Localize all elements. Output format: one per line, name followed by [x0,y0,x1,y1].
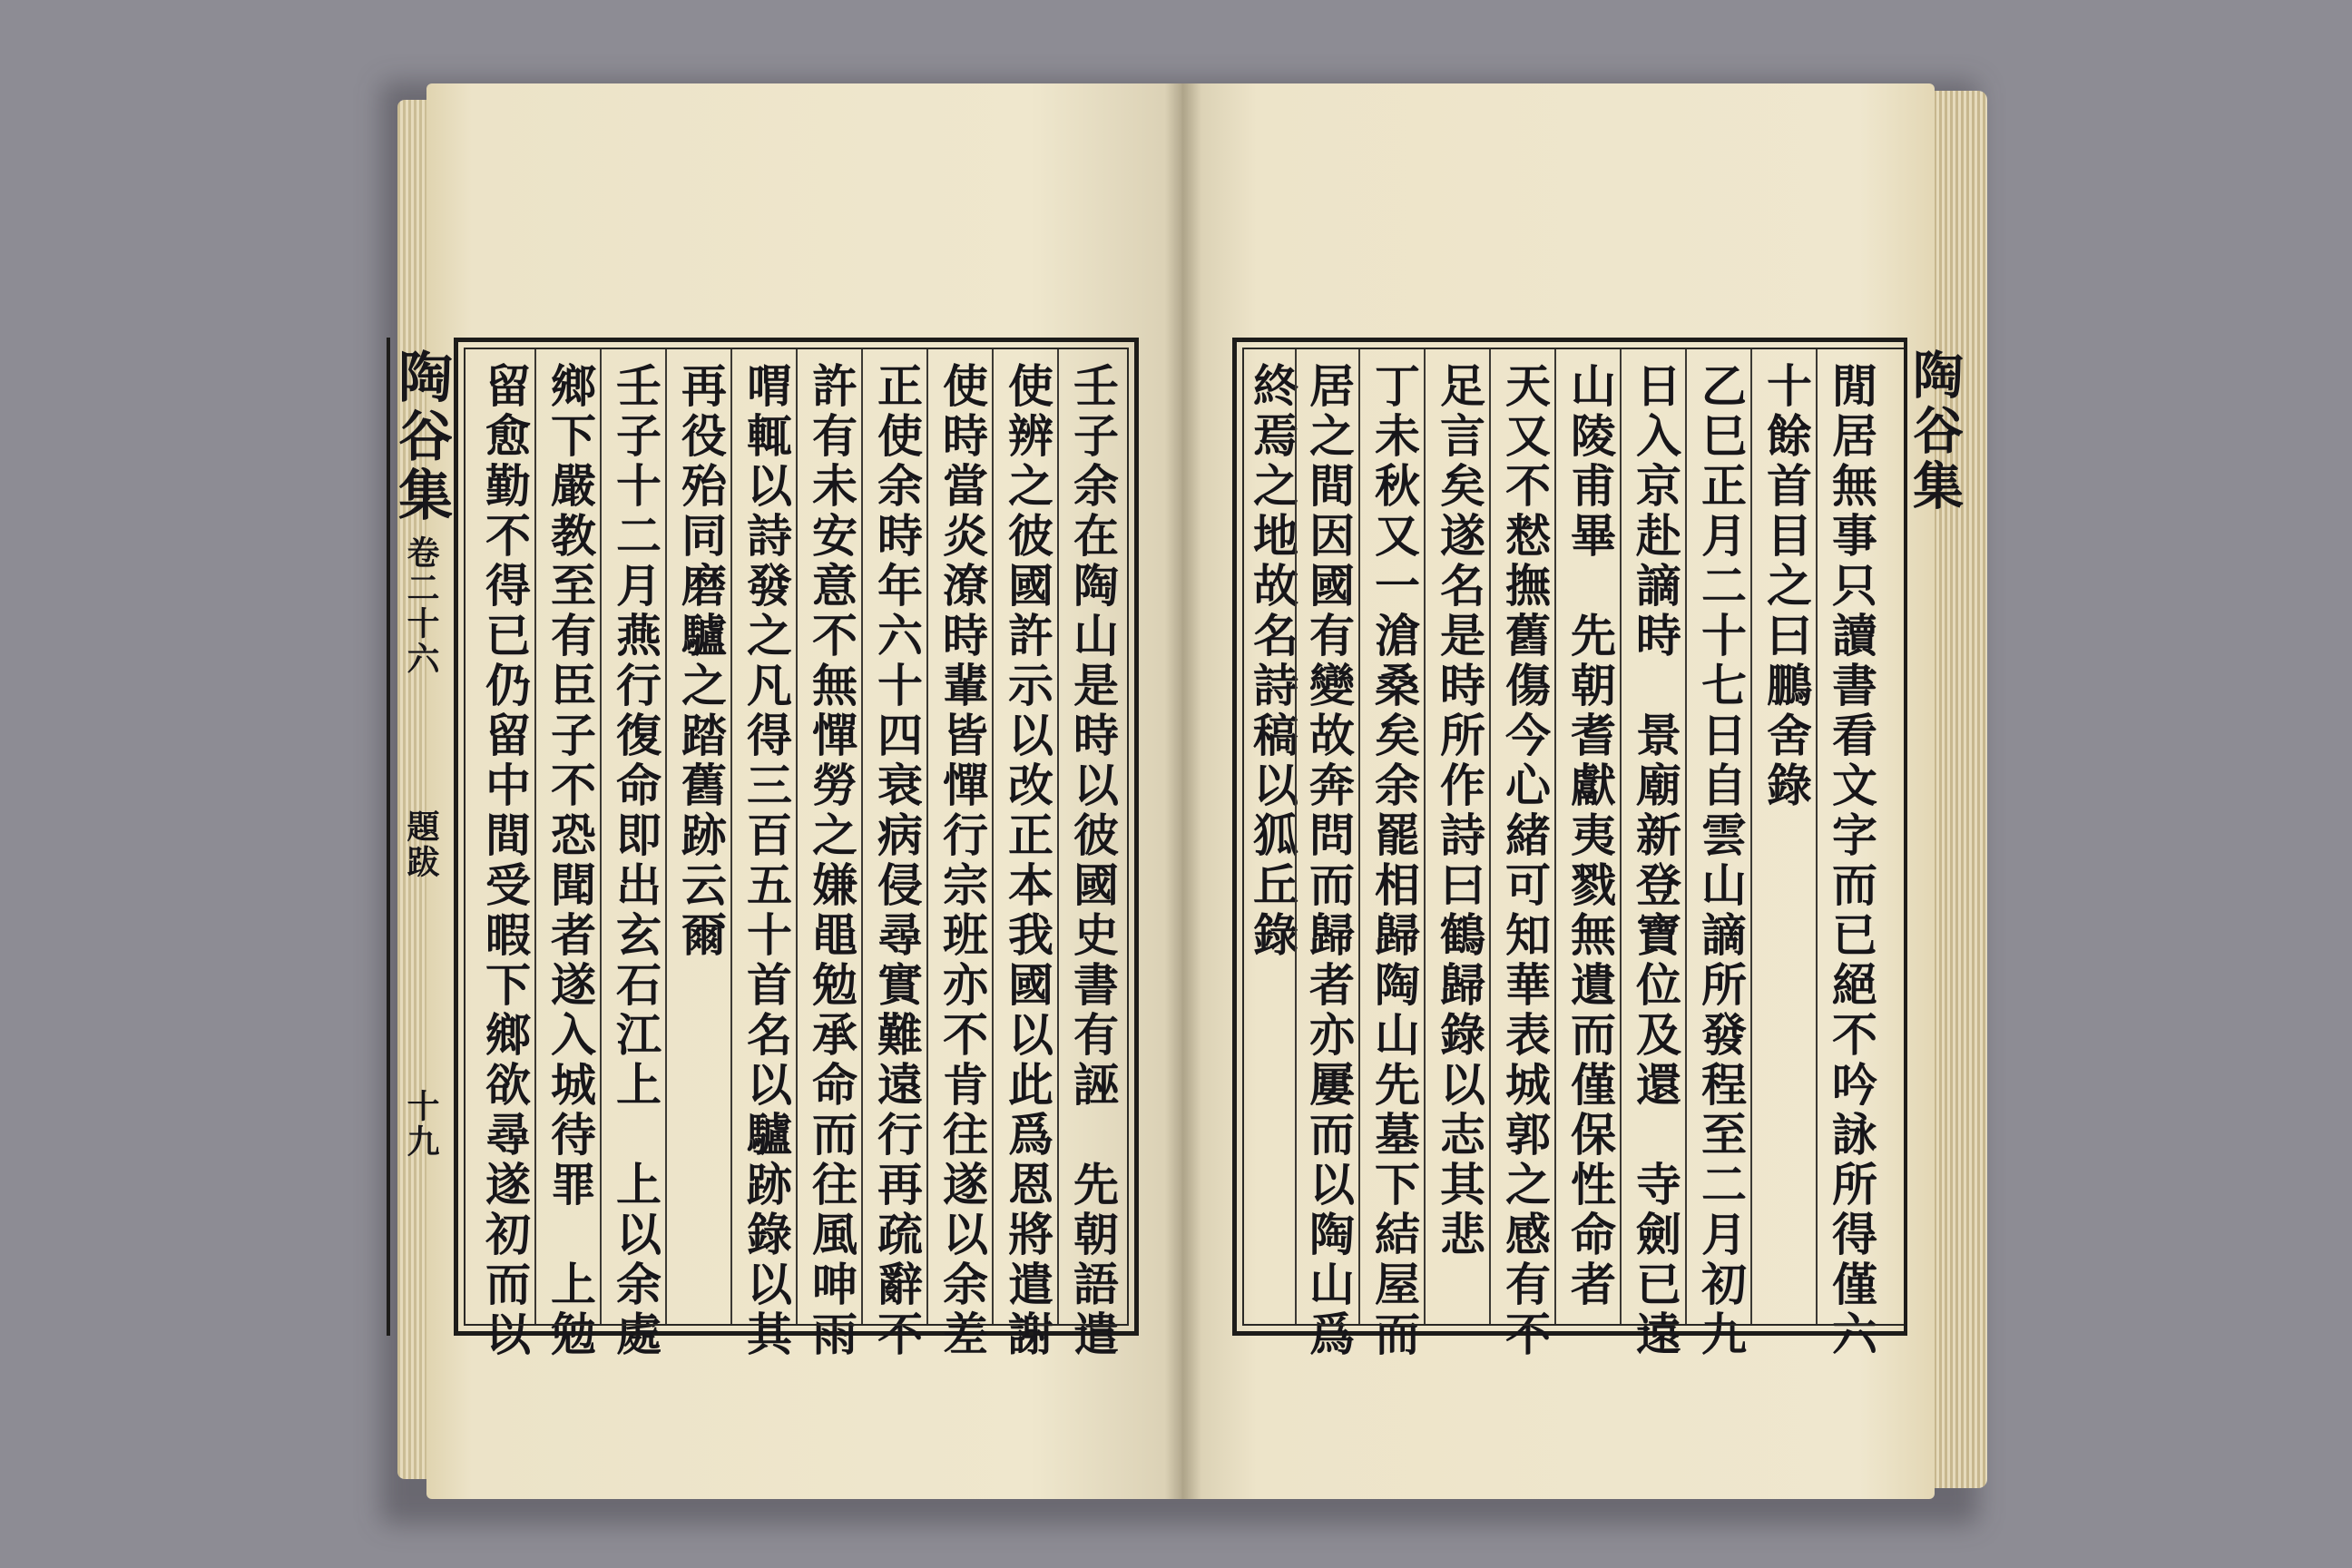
column-rule [1750,349,1752,1326]
column-rule [861,349,863,1326]
right-page-fold-margin [1904,338,1965,1336]
column-rule [1358,349,1360,1326]
column-rule [1295,349,1297,1326]
text-column: 乙巳正月二十七日自雲山謫所發程至二月初九 [1694,362,1748,1360]
text-column: 終焉之地故名詩稿以狐丘錄 [1246,362,1299,961]
book-gutter [1165,83,1201,1499]
left-text-frame [454,338,1139,1360]
text-column: 留愈勤不得已仍留中間受暇下鄉欲尋遂初而以 [478,362,532,1360]
left-page-fold-margin [387,338,459,1336]
text-column: 許有未安意不無憚勞之嫌黽勉承命而往風呻雨 [805,362,858,1360]
column-rule [1554,349,1556,1326]
text-column: 鄉下嚴教至有臣子不恐聞者遂入城待罪 上勉 [544,362,597,1360]
text-column: 喟輒以詩發之凡得三百五十首名以驢跡錄以其 [740,362,793,1360]
text-column: 天又不慭撫舊傷今心緒可知華表城郭之感有不 [1498,362,1552,1360]
text-column: 正使余時年六十四衰病侵尋實難遠行再疏辭不 [870,362,924,1360]
column-rule [1620,349,1622,1326]
column-rule [1489,349,1491,1326]
text-column: 山陵甫畢 先朝耆獻夷戮無遺而僅保性命者 [1563,362,1617,1310]
margin-section: 題跋 [402,809,440,880]
column-rule [730,349,732,1326]
text-column: 居之間因國有變故奔問而歸者亦屢而以陶山爲 [1302,362,1356,1360]
text-column: 丁未秋又一滄桑矣余罷相歸陶山先墓下結屋而 [1367,362,1421,1360]
column-rule [926,349,928,1326]
margin-title: 陶谷集 [389,348,453,525]
text-column: 壬子十二月燕行復命即出玄石江上 上以余處 [609,362,662,1360]
text-column: 使辨之彼國許示以改正本我國以此爲恩將遣謝 [1001,362,1054,1360]
column-rule [1057,349,1059,1326]
column-rule [796,349,798,1326]
text-column: 壬子余在陶山是時以彼國史書有誣 先朝語遣 [1066,362,1120,1360]
margin-folio: 十九 [402,1089,440,1160]
text-column: 十餘首目之曰鵬舍錄 [1759,362,1813,811]
margin-title: 陶谷集 [1905,348,1965,514]
text-column: 閒居無事只讀書看文字而已絕不吟詠所得僅六 [1825,362,1878,1360]
text-column: 日入京赴謫時 景廟新登寶位及還 寺劍已遠 [1629,362,1682,1360]
column-rule [1424,349,1426,1326]
column-rule [992,349,994,1326]
column-rule [534,349,536,1326]
column-rule [1816,349,1818,1326]
column-rule [1685,349,1687,1326]
column-rule [665,349,667,1326]
text-column: 再役殆同磨驢之踏舊跡云爾 [674,362,728,961]
margin-volume: 卷二十六 [402,535,440,677]
right-text-frame [1232,338,1904,1360]
column-rule [600,349,602,1326]
text-column: 使時當炎潦時輩皆憚行宗班亦不肯往遂以余差 [936,362,989,1360]
text-column: 足言矣遂名是時所作詩曰鶴歸錄以志其悲 [1433,362,1486,1260]
